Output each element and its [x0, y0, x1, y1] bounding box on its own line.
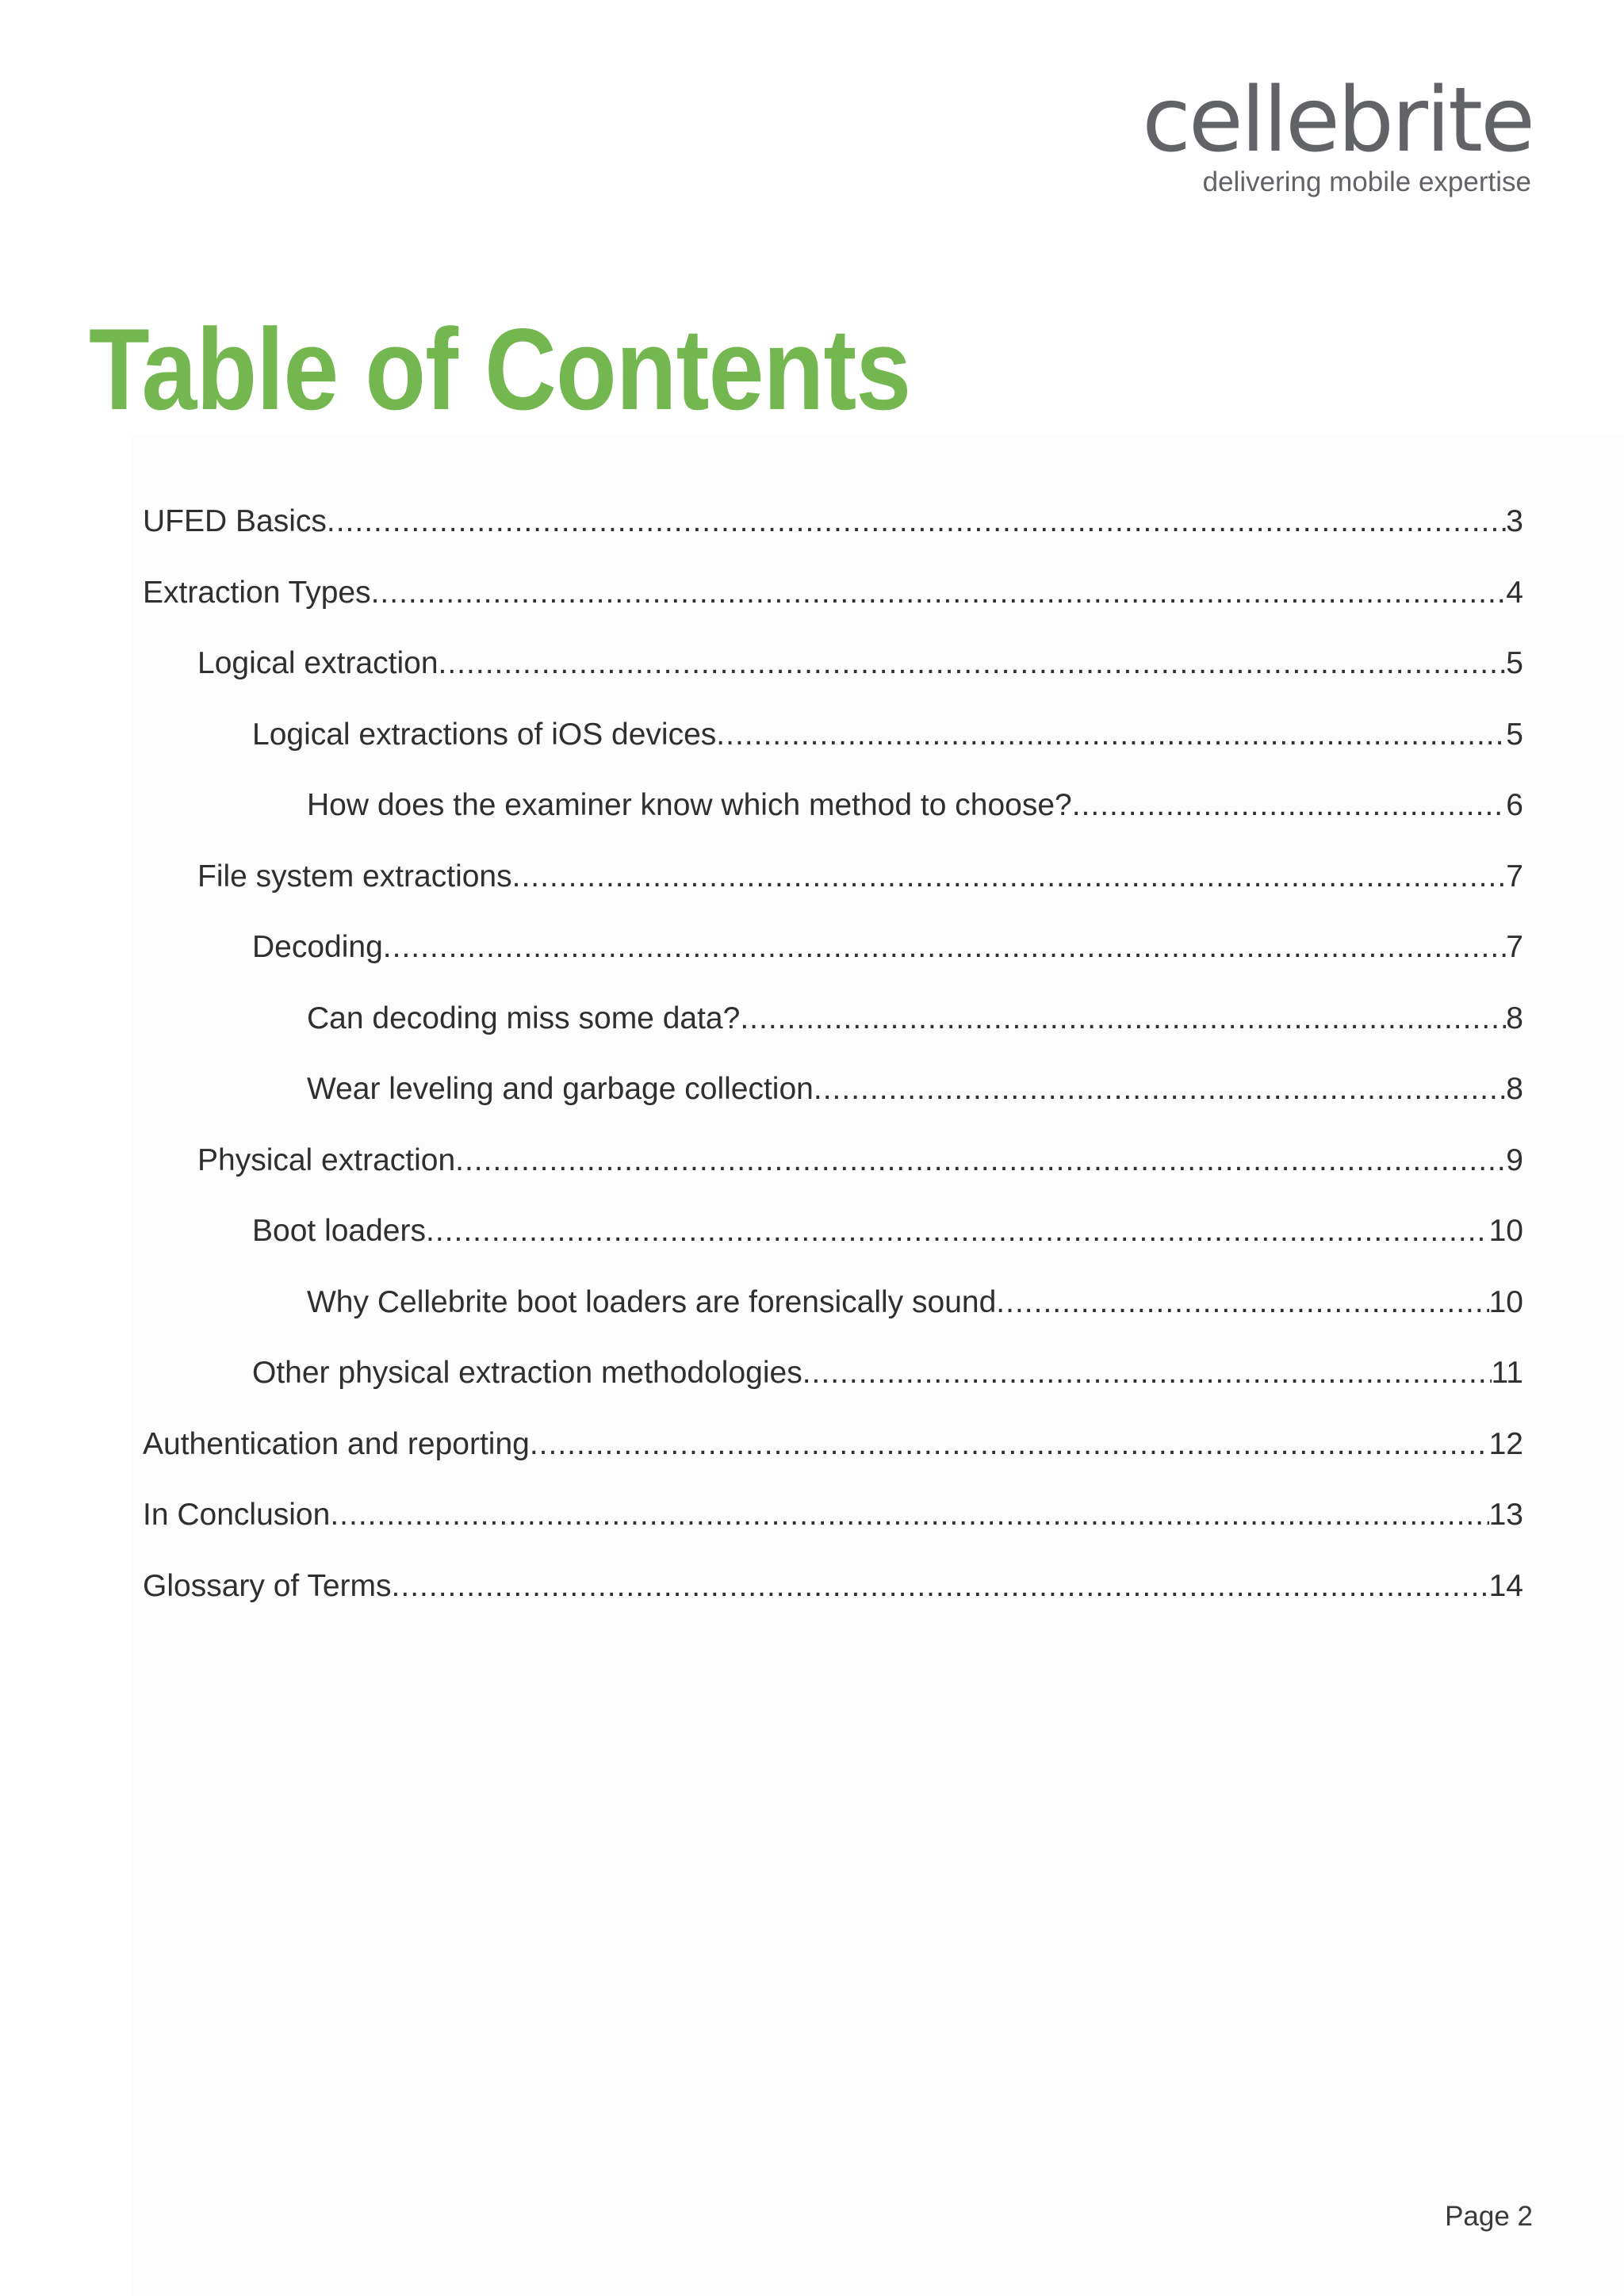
toc-dot-leader [530, 1424, 1489, 1465]
toc-entry-label: Physical extraction [197, 1142, 456, 1177]
toc-dot-leader [455, 1140, 1506, 1181]
toc-dot-leader [371, 572, 1507, 614]
toc-entry-page: 3 [1506, 504, 1523, 538]
toc-entry-label: Other physical extraction methodologies [252, 1356, 802, 1390]
toc-entry-label: Decoding [252, 930, 383, 964]
toc-entry-page: 7 [1506, 859, 1523, 894]
toc-entry-page: 10 [1488, 1284, 1523, 1319]
toc-entry-label: How does the examiner know which method to choose? [307, 788, 1072, 822]
toc-dot-leader [740, 998, 1506, 1039]
toc-entry[interactable] [143, 714, 1523, 786]
cellebrite-logo [1142, 69, 1533, 198]
toc-entry-page: 8 [1506, 1001, 1523, 1035]
toc-entry-page: 10 [1488, 1214, 1523, 1248]
toc-entry[interactable] [143, 1282, 1523, 1353]
table-of-contents [143, 501, 1523, 1636]
toc-entry-page: 6 [1506, 788, 1523, 822]
toc-entry-label: UFED Basics [143, 504, 327, 538]
toc-entry[interactable] [143, 998, 1523, 1070]
toc-entry-page: 8 [1506, 1072, 1523, 1106]
toc-dot-leader [1072, 785, 1507, 826]
toc-dot-leader [383, 927, 1507, 968]
toc-entry-label: Authentication and reporting [143, 1426, 530, 1461]
logo-wordmark: cellebrite [1142, 69, 1533, 172]
toc-entry[interactable] [143, 1211, 1523, 1282]
toc-entry[interactable] [143, 785, 1523, 856]
toc-entry[interactable] [143, 1069, 1523, 1140]
toc-entry[interactable] [143, 1353, 1523, 1424]
page-number: Page 2 [1445, 2201, 1533, 2232]
toc-entry-page: 9 [1506, 1142, 1523, 1177]
toc-entry-label: Boot loaders [252, 1214, 426, 1248]
toc-entry-label: Glossary of Terms [143, 1568, 392, 1603]
toc-entry-label: Logical extractions of iOS devices [252, 717, 717, 752]
toc-entry[interactable] [143, 927, 1523, 998]
toc-entry-page: 12 [1488, 1426, 1523, 1461]
toc-entry-page: 7 [1506, 930, 1523, 964]
toc-entry-label: Wear leveling and garbage collection [307, 1072, 814, 1106]
toc-entry[interactable] [143, 1140, 1523, 1211]
toc-dot-leader [330, 1494, 1488, 1536]
toc-entry[interactable] [143, 1494, 1523, 1566]
toc-entry[interactable] [143, 1566, 1523, 1637]
toc-dot-leader [426, 1211, 1489, 1252]
toc-entry-page: 4 [1506, 575, 1523, 610]
toc-entry[interactable] [143, 1424, 1523, 1495]
toc-dot-leader [716, 714, 1506, 756]
toc-entry[interactable] [143, 856, 1523, 928]
toc-dot-leader [996, 1282, 1488, 1323]
toc-entry-label: Why Cellebrite boot loaders are forensically sound [307, 1284, 997, 1319]
toc-entry-page: 14 [1488, 1568, 1523, 1603]
toc-entry[interactable] [143, 572, 1523, 644]
toc-entry-page: 5 [1506, 646, 1523, 680]
toc-entry[interactable] [143, 501, 1523, 572]
toc-dot-leader [327, 501, 1506, 542]
toc-dot-leader [814, 1069, 1506, 1110]
toc-entry-page: 5 [1506, 717, 1523, 752]
toc-entry-label: File system extractions [197, 859, 512, 894]
logo-tagline: delivering mobile expertise [1202, 166, 1531, 197]
toc-entry[interactable] [143, 643, 1523, 714]
toc-entry-label: Logical extraction [197, 646, 439, 680]
toc-dot-leader [802, 1353, 1492, 1394]
toc-entry-page: 13 [1488, 1498, 1523, 1532]
toc-entry-label: Extraction Types [143, 575, 371, 610]
toc-entry-label: In Conclusion [143, 1498, 331, 1532]
page-title: Table of Contents [89, 304, 911, 434]
toc-entry-page: 11 [1491, 1356, 1523, 1390]
toc-entry-label: Can decoding miss some data? [307, 1001, 741, 1035]
toc-dot-leader [392, 1566, 1489, 1607]
toc-dot-leader [439, 643, 1507, 684]
toc-dot-leader [512, 856, 1507, 897]
